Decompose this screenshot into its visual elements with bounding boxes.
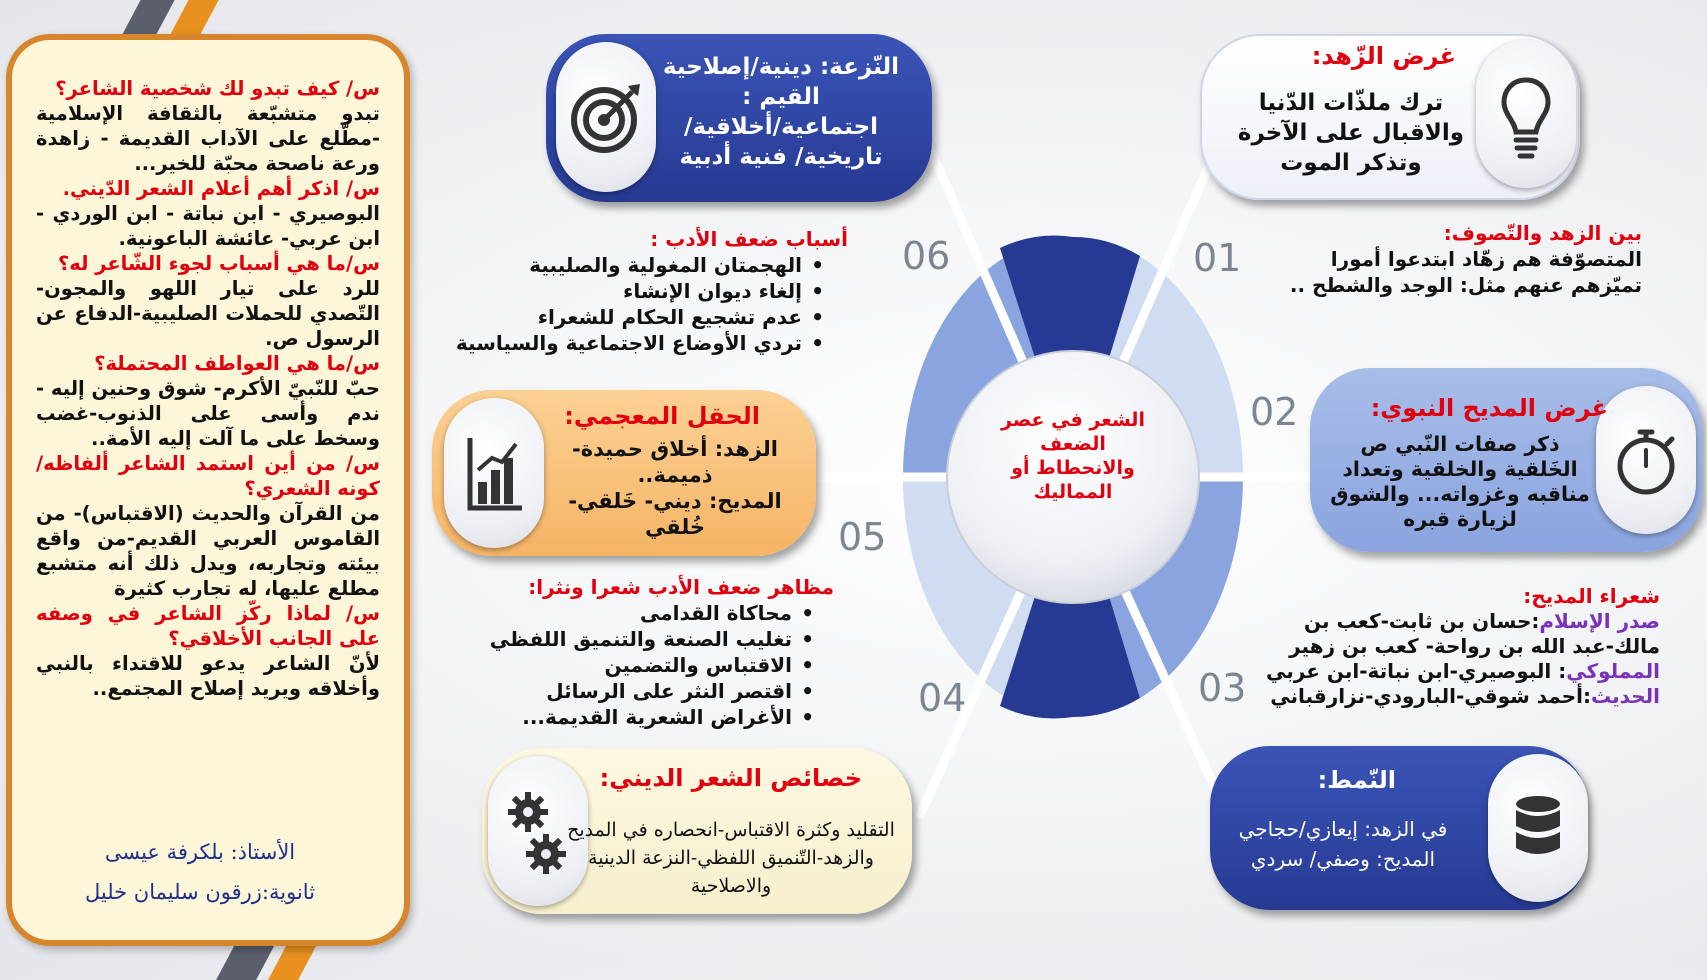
note-weakness-causes: أسباب ضعف الأدب : • الهجمتان المغولية والصليبية • إلغاء ديوان الإنشاء • عدم تشجيع الحكام للشعراء • تردي الأوضاع الاجتماعية والسياسية xyxy=(448,226,848,356)
madih-era-label: صدر الإسلام xyxy=(1539,609,1660,633)
weakness-aspect-item: • الأغراض الشعرية القديمة... xyxy=(470,704,792,730)
box-lexical-field-title: الحقل المعجمي: xyxy=(564,402,760,430)
box-zuhd-body: ترك ملذّات الدّنيا والاقبال على الآخرة وتذكر الموت xyxy=(1237,90,1465,176)
qa-answer: من القرآن والحديث (الاقتباس)- من القاموس العربي القديم-من واقع بيئته وتجاربه، ويدل ذلك أنه متشبع مطلع عليها، له تجارب كثيرة xyxy=(36,502,380,600)
weakness-cause-item: • إلغاء ديوان الإنشاء xyxy=(448,278,802,304)
madih-poets-row xyxy=(1240,684,1660,709)
qa-answer: للرد على تيار اللهو والمجون-التّصدي للحملات الصليبية-الدفاع عن الرسول ص. xyxy=(36,277,380,350)
madih-era-label: المملوكي xyxy=(1566,659,1660,683)
box-zuhd-title: غرض الزّهد: xyxy=(1311,42,1456,70)
weakness-aspect-item: • اقتصر النثر على الرسائل xyxy=(470,678,792,704)
box-characteristics-title: خصائص الشعر الديني: xyxy=(599,764,862,792)
box-tendency-body: النّزعة: دينية/إصلاحية القيم : اجتماعية/أخلاقية/ تاريخية/ فنية أدبية xyxy=(662,54,900,170)
step-number-06: 06 xyxy=(902,234,951,278)
qa-question: س/ من أين استمد الشاعر ألفاظه/ كونه الشعري؟ xyxy=(36,452,380,500)
qa-question: س/ اذكر أهم أعلام الشعر الدّيني. xyxy=(62,177,380,200)
box-style-title: النّمط: xyxy=(1317,766,1396,794)
madih-poets-text: مالك-عبد الله بن رواحة- كعب بن زهير xyxy=(1289,634,1660,658)
box-style-body: في الزهد: إيعازي/حجاجي المديح: وصفي/ سردي xyxy=(1238,817,1448,871)
qa-answer: البوصيري - ابن نباتة - ابن الوردي - ابن عربي- عائشة الباعونية. xyxy=(36,202,380,250)
note-weakness-aspects: مظاهر ضعف الأدب شعرا ونثرا: • محاكاة القدامى • تغليب الصنعة والتنميق اللفظي • الاقتباس والتضمين • اقتصر النثر على الرسائل • الأغراض الشعرية القديمة... xyxy=(470,574,834,730)
step-number-02: 02 xyxy=(1250,390,1299,434)
school-credit: ثانوية:زرقون سليمان خليل xyxy=(84,880,316,904)
qa-answer: تبدو متشبّعة بالثقافة الإسلامية -مطّلع على الآداب القديمة - زاهدة ورعة ناصحة محبّة للخير... xyxy=(36,102,380,175)
step-number-03: 03 xyxy=(1198,666,1247,710)
target-icon xyxy=(556,42,656,192)
madih-poets-row xyxy=(1240,609,1660,634)
madih-poets-row xyxy=(1240,634,1660,659)
qa-question: س/ما هي أسباب لجوء الشّاعر له؟ xyxy=(57,252,380,275)
note-madih-poets: شعراء المديح: صدر الإسلام:حسان بن ثابت-كعب بن مالك-عبد الله بن رواحة- كعب بن زهير المملوكي: البوصيري-ابن نباتة-ابن عربي الحديث:أحمد شوقي-البارودي-نزارقباني xyxy=(1240,584,1660,709)
qa-question: س/ما هي العواطف المحتملة؟ xyxy=(94,352,380,375)
lightbulb-icon xyxy=(1476,40,1576,188)
weakness-cause-item: • عدم تشجيع الحكام للشعراء xyxy=(448,304,802,330)
madih-poets-text: :أحمد شوقي-البارودي-نزارقباني xyxy=(1270,684,1591,708)
madih-poets-row xyxy=(1240,659,1660,684)
box-characteristics-body: التقليد وكثرة الاقتباس-انحصاره في المديح والزهد-التّنميق اللفظي-النزعة الدينية والاصلاحية xyxy=(567,819,895,897)
madih-poets-text: :حسان بن ثابت-كعب بن xyxy=(1304,609,1540,633)
database-icon xyxy=(1488,754,1588,902)
note-zuhd-sufism: بين الزهد والتّصوف: المتصوّفة هم زهّاد ابتدعوا أمورا تميّزهم عنهم مثل: الوجد والشطح .. xyxy=(1289,221,1642,297)
bar-chart-icon xyxy=(444,398,544,548)
qa-answer: حبّ للنّبيّ الأكرم- شوق وحنين إليه - ندم وأسى على الذنوب-غضب وسخط على ما آلت إليه الأمة.. xyxy=(36,377,380,450)
qa-answer: لأنّ الشاعر يدعو للاقتداء بالنبي وأخلاقه ويريد إصلاح المجتمع.. xyxy=(36,652,380,700)
box-madih-title: غرض المديح النبوي: xyxy=(1370,394,1608,422)
weakness-aspect-item: • محاكاة القدامى xyxy=(470,600,792,626)
weakness-cause-item: • الهجمتان المغولية والصليبية xyxy=(448,252,802,278)
hub-title: الشعر في عصر الضعف والانحطاط أو المماليك xyxy=(1001,409,1145,503)
teacher-credit: الأستاذ: بلكرفة عيسى xyxy=(104,840,296,864)
madih-poets-text: : البوصيري-ابن نباتة-ابن عربي xyxy=(1266,659,1567,683)
weakness-aspect-item: • الاقتباس والتضمين xyxy=(470,652,792,678)
step-number-04: 04 xyxy=(918,676,967,720)
box-lexical-field-body: الزهد: أخلاق حميدة- ذميمة.. المديح: ديني- خَلقي-خُلقي xyxy=(568,437,782,539)
weakness-cause-item: • تردي الأوضاع الاجتماعية والسياسية xyxy=(448,330,802,356)
qa-question: س/ كيف تبدو لك شخصية الشاعر؟ xyxy=(55,77,380,100)
madih-era-label: الحديث xyxy=(1590,684,1660,708)
step-number-01: 01 xyxy=(1193,236,1242,280)
qa-question: س/ لماذا ركّز الشاعر في وصفه على الجانب الأخلاقي؟ xyxy=(36,602,380,650)
step-number-05: 05 xyxy=(838,515,887,559)
stopwatch-icon xyxy=(1596,386,1696,534)
weakness-aspect-item: • تغليب الصنعة والتنميق اللفظي xyxy=(470,626,792,652)
box-madih-body: ذكر صفات النّبي ص الخَلقية والخلقية وتعداد مناقبه وغزواته... والشوق لزيارة قبره xyxy=(1330,432,1590,531)
